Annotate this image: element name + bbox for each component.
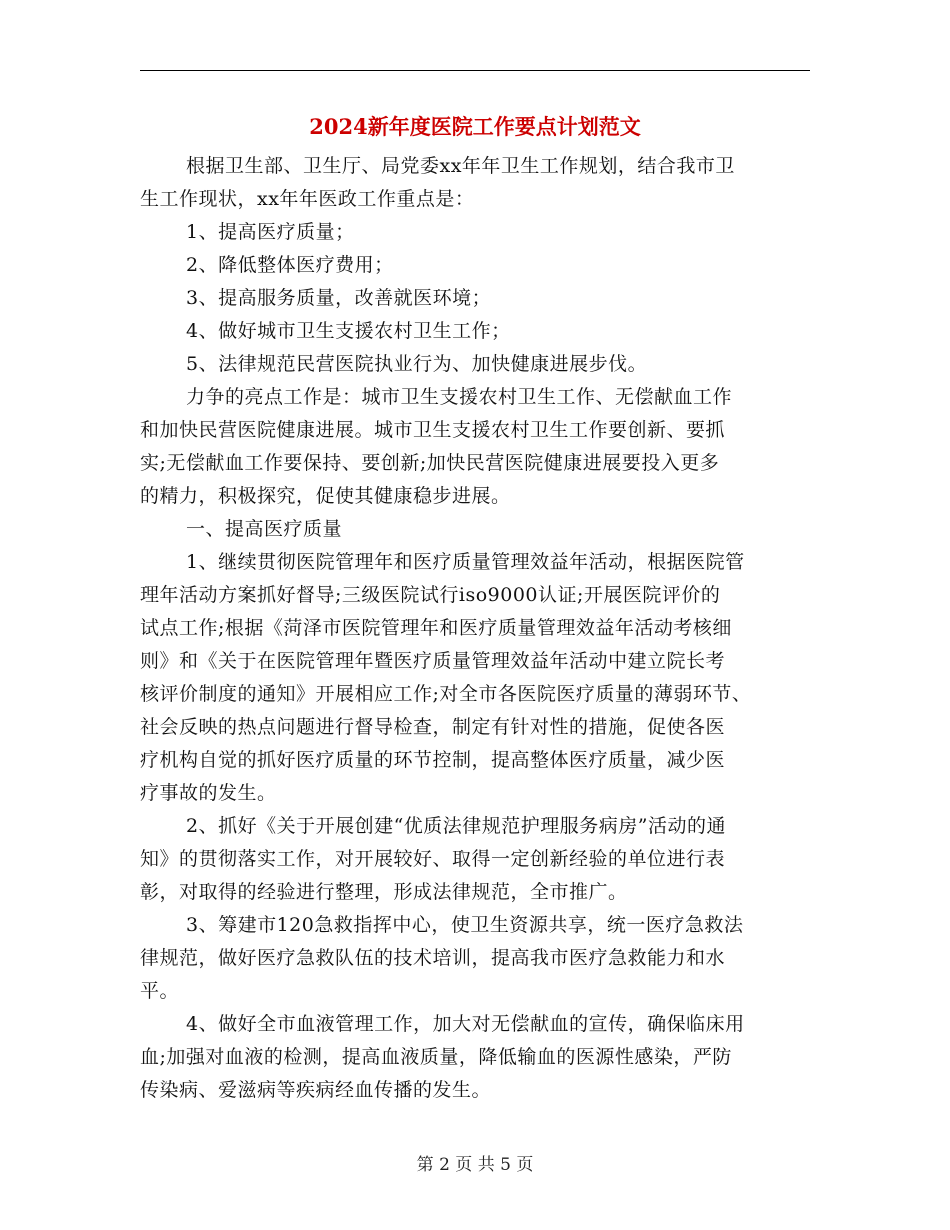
section-heading: 一、提高医疗质量 <box>186 518 343 540</box>
list-item: 3、提高服务质量，改善就医环境； <box>186 287 492 309</box>
paragraph-line: 实;无偿献血工作要保持、要创新;加快民营医院健康进展要投入更多 <box>140 452 720 474</box>
paragraph-line: 律规范，做好医疗急救队伍的技术培训，提高我市医疗急救能力和水 <box>140 947 726 969</box>
paragraph-line: 彰，对取得的经验进行整理，形成法律规范，全市推广。 <box>140 881 628 903</box>
paragraph-line: 核评价制度的通知》开展相应工作;对全市各医院医疗质量的薄弱环节、 <box>140 683 752 705</box>
paragraph-line: 根据卫生部、卫生厅、局党委xx年年卫生工作规划，结合我市卫 <box>186 155 735 177</box>
document-title: 2024新年度医院工作要点计划范文 <box>309 114 641 139</box>
paragraph-line: 知》的贯彻落实工作，对开展较好、取得一定创新经验的单位进行表 <box>140 848 726 870</box>
list-item: 2、降低整体医疗费用； <box>186 254 394 276</box>
paragraph-line: 则》和《关于在医院管理年暨医疗质量管理效益年活动中建立院长考 <box>140 650 726 672</box>
page-number: 第 2 页 共 5 页 <box>416 1155 534 1175</box>
paragraph-line: 和加快民营医院健康进展。城市卫生支援农村卫生工作要创新、要抓 <box>140 419 726 441</box>
paragraph-line: 平。 <box>140 980 180 1002</box>
list-item: 5、法律规范民营医院执业行为、加快健康进展步伐。 <box>186 353 648 375</box>
list-item: 1、提高医疗质量； <box>186 221 355 243</box>
header-rule <box>140 70 810 71</box>
paragraph-line: 疗机构自觉的抓好医疗质量的环节控制，提高整体医疗质量，减少医 <box>140 749 726 771</box>
paragraph-line: 血;加强对血液的检测，提高血液质量，降低输血的医源性感染，严防 <box>140 1046 732 1068</box>
paragraph-line: 的精力，积极探究，促使其健康稳步进展。 <box>140 485 511 507</box>
paragraph-line: 理年活动方案抓好督导;三级医院试行iso9000认证;开展医院评价的 <box>140 584 721 606</box>
paragraph-line: 试点工作;根据《菏泽市医院管理年和医疗质量管理效益年活动考核细 <box>140 617 732 639</box>
paragraph-line: 力争的亮点工作是：城市卫生支援农村卫生工作、无偿献血工作 <box>186 386 733 408</box>
paragraph-line: 2、抓好《关于开展创建“优质法律规范护理服务病房”活动的通 <box>186 815 727 837</box>
paragraph-line: 1、继续贯彻医院管理年和医疗质量管理效益年活动，根据医院管 <box>186 551 745 573</box>
paragraph-line: 生工作现状，xx年年医政工作重点是： <box>140 188 475 210</box>
paragraph-line: 4、做好全市血液管理工作，加大对无偿献血的宣传，确保临床用 <box>186 1013 745 1035</box>
paragraph-line: 传染病、爱滋病等疾病经血传播的发生。 <box>140 1079 492 1101</box>
paragraph-line: 疗事故的发生。 <box>140 782 277 804</box>
list-item: 4、做好城市卫生支援农村卫生工作； <box>186 320 511 342</box>
paragraph-line: 社会反映的热点问题进行督导检查，制定有针对性的措施，促使各医 <box>140 716 726 738</box>
paragraph-line: 3、筹建市120急救指挥中心，使卫生资源共享，统一医疗急救法 <box>186 914 744 936</box>
